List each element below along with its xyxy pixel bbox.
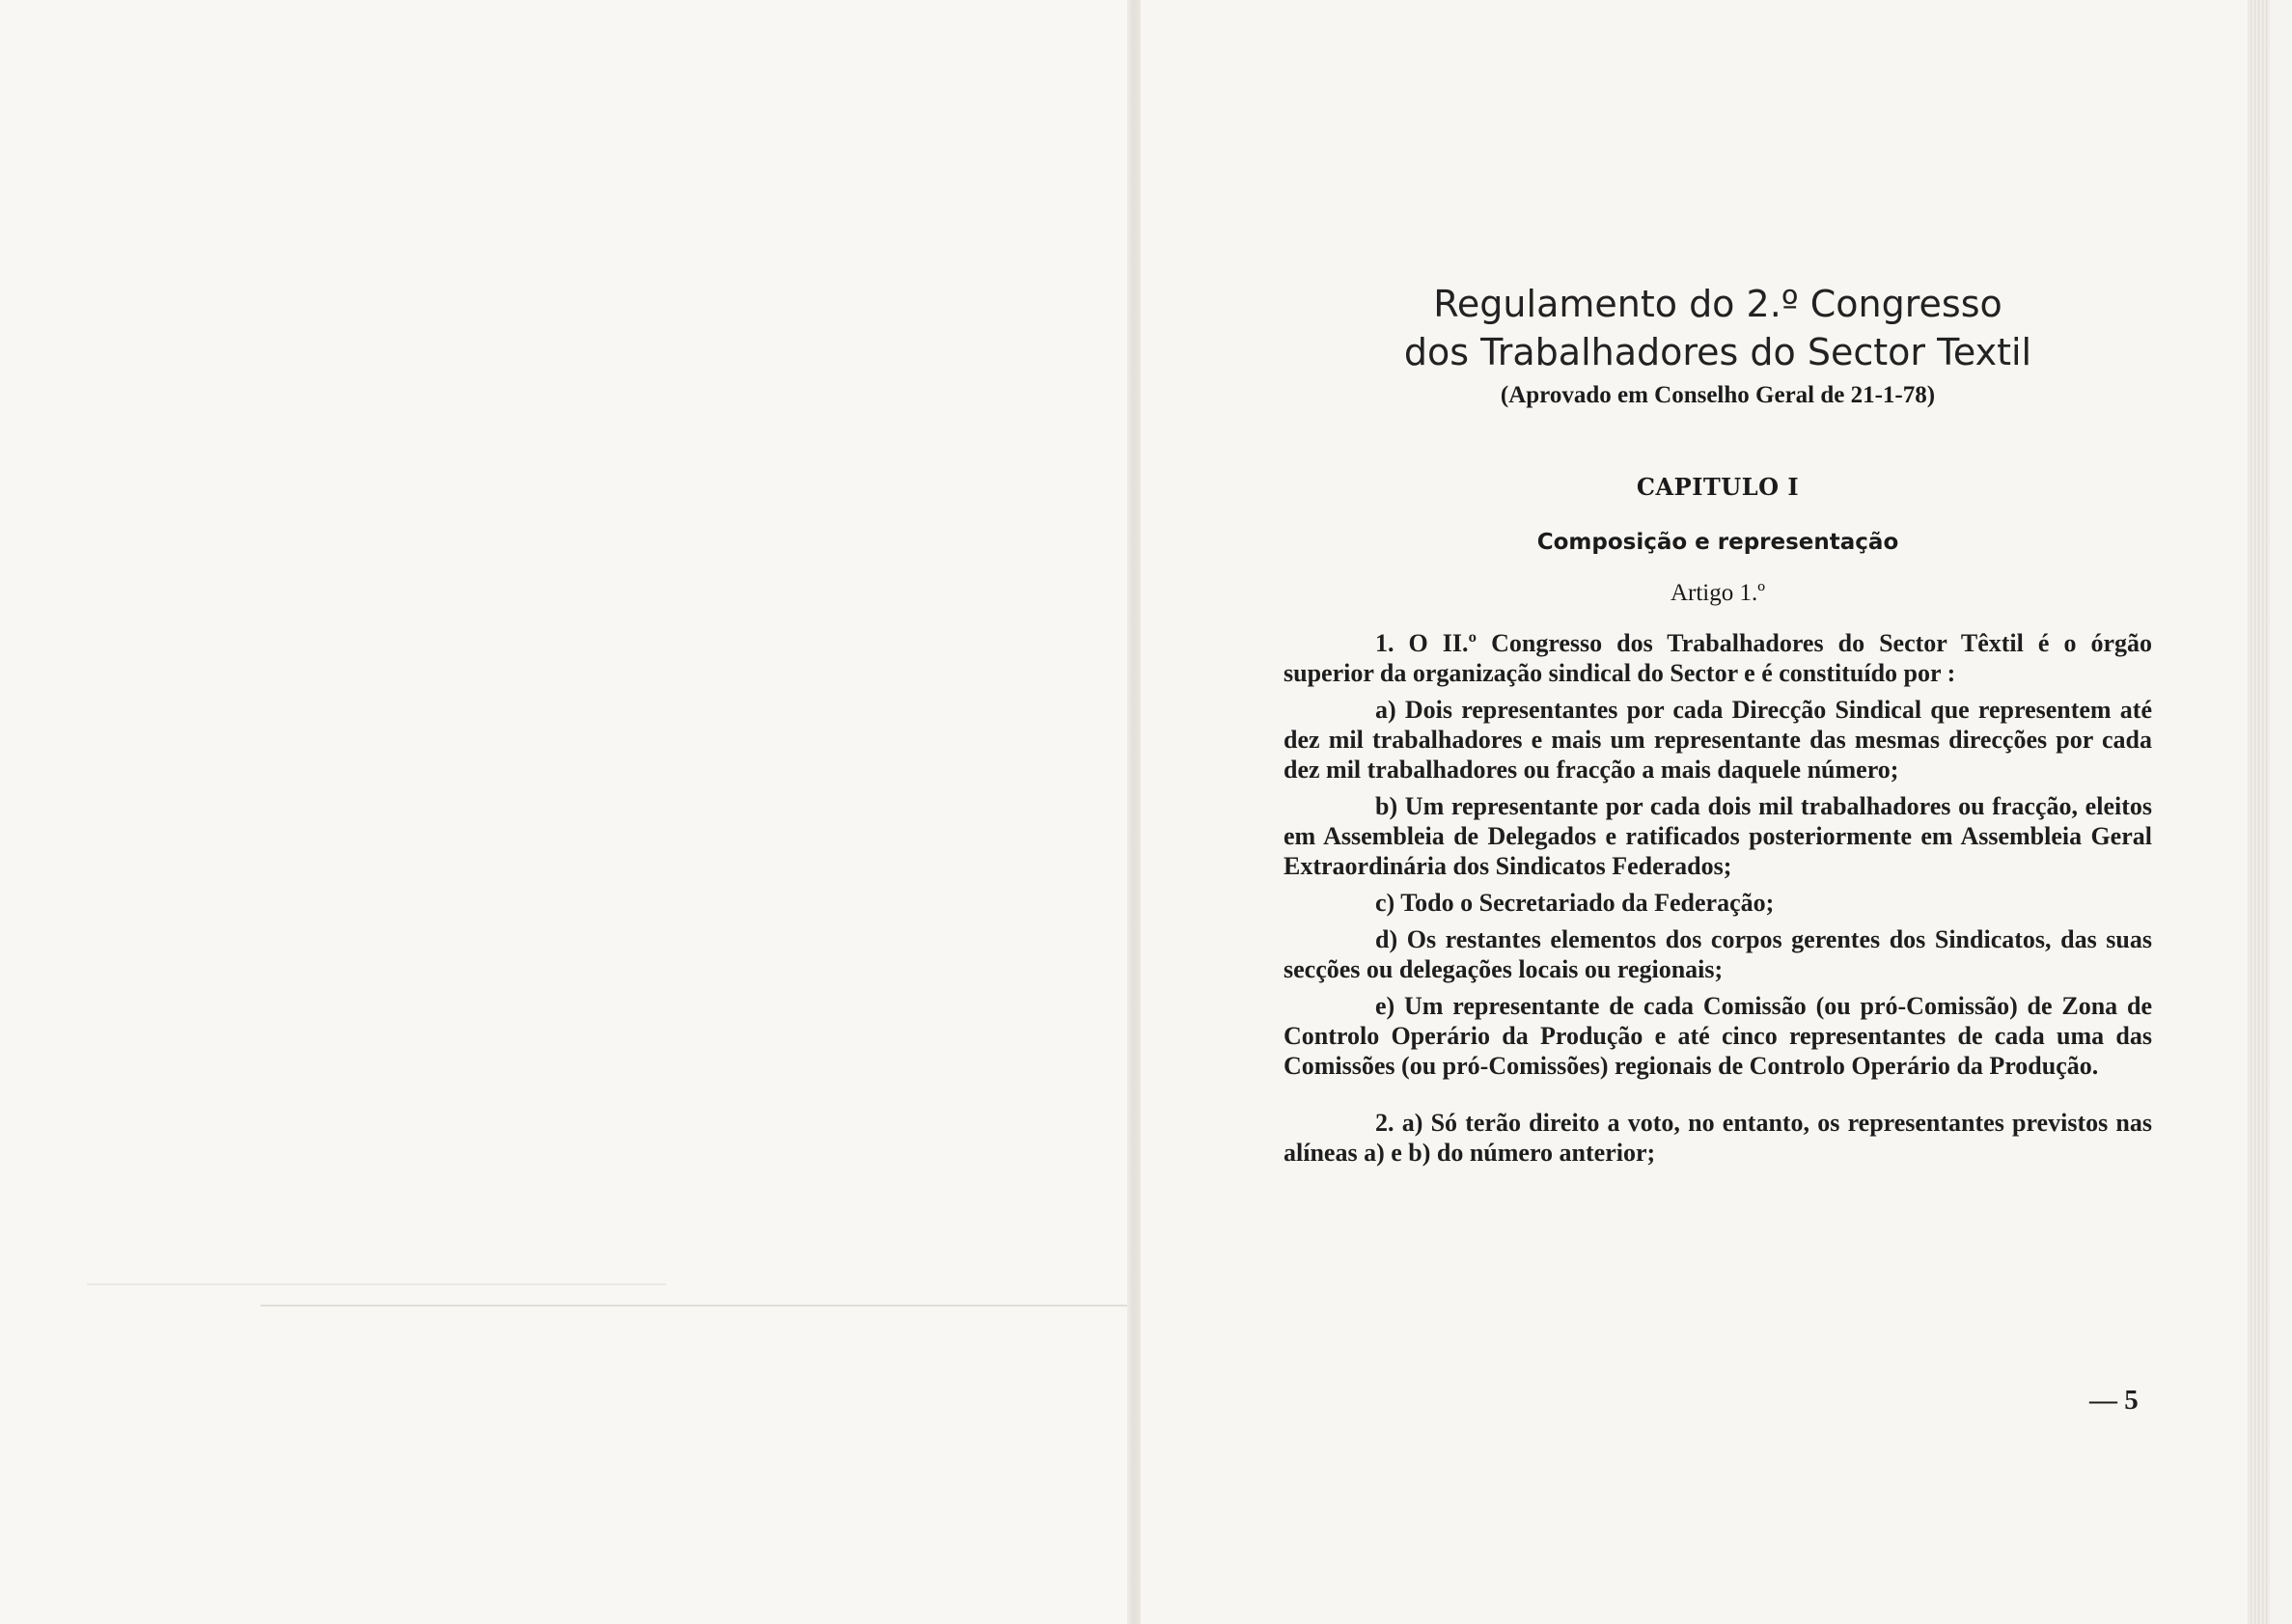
article-heading: Artigo 1.º (1670, 580, 1766, 606)
item-b: b) Um representante por cada dois mil trabalhadores ou fracção, eleitos em Assembleia de Delegados e ratificados posteriormente em Assembleia Geral Extraordinária dos Sindicatos Federados; (1284, 792, 2152, 880)
document-title (1284, 280, 2152, 376)
item-d: d) Os restantes elementos dos corpos gerentes dos Sindicatos, das suas secções ou delegações locais ou regionais; (1284, 925, 2152, 983)
left-page-rule-2 (87, 1283, 666, 1285)
chapter-heading: CAPITULO I (1636, 473, 1800, 501)
approval-note: (Aprovado em Conselho Geral de 21-1-78) (1500, 382, 1936, 408)
regulation-text (1284, 280, 2152, 1168)
title-line-1: Regulamento do 2.º Congresso (1433, 283, 2002, 325)
item-e: e) Um representante de cada Comissão (ou pró-Comissão) de Zona de Controlo Operário da Produção e até cinco representantes de cada uma das Comissões (ou pró-Comissões) regionais de Controlo Operário da Produção. (1284, 992, 2152, 1080)
book-gutter (1127, 0, 1141, 1624)
section-heading: Composição e representação (1536, 530, 1899, 555)
title-line-2: dos Trabalhadores do Sector Textil (1403, 331, 2032, 373)
item-a: a) Dois representantes por cada Direcção Sindical que representem até dez mil trabalhadores e mais um representante das mesmas direcções por cada dez mil trabalhadores ou fracção a mais daquele número; (1284, 696, 2152, 784)
page-edge (2248, 0, 2270, 1624)
left-page-rule (261, 1305, 1134, 1307)
page-number: — 5 (2089, 1385, 2139, 1416)
paragraph-2: 2. a) Só terão direito a voto, no entanto, os representantes previstos nas alíneas a) e b) do número anterior; (1284, 1109, 2152, 1167)
left-page (0, 0, 1134, 1624)
item-c: c) Todo o Secretariado da Federação; (1375, 889, 1775, 917)
paragraph-1: 1. O II.º Congresso dos Trabalhadores do Sector Têxtil é o órgão superior da organização sindical do Sector e é constituído por : (1284, 629, 2152, 687)
